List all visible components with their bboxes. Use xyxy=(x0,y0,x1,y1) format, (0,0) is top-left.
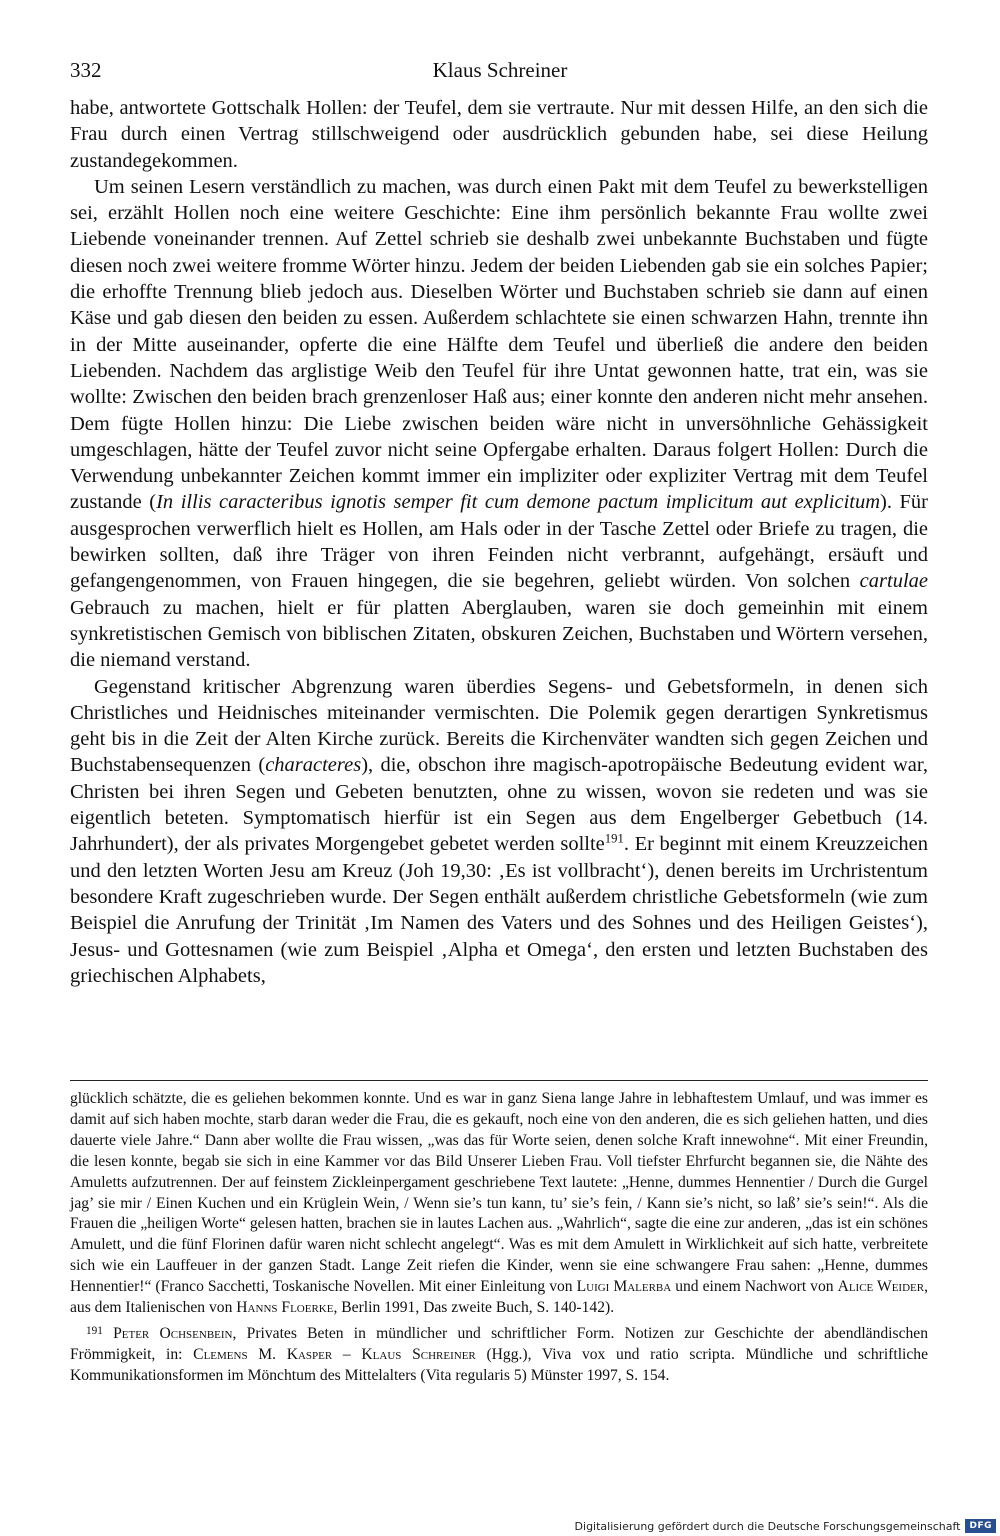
paragraph: Um seinen Lesern verständlich zu machen, was durch einen Pakt mit dem Teufel zu bewerkstelligen sei, erzählt Hollen noch eine weitere Geschichte: Eine ihm persönlich bekannte Frau wollte zwei Liebende voneinander trennen. Auf Zettel schrieb sie deshalb zwei unbekannte Buchstaben und fügte diesen noch zwei weitere fromme Wörter hinzu. Jedem der beiden Liebenden gab sie ein solches Papier; die erhoffte Trennung blieb jedoch aus. Dieselben Wörter und Buchstaben schrieb sie dann auf einen Käse und gab diesen den beiden zu essen. Außerdem schlachtete sie einen schwarzen Hahn, trennte ihn in der Mitte auseinander, opferte die eine Hälfte dem Teufel und überließ die andere den beiden Liebenden. Nachdem das arglistige Weib den Teufel für ihre Untat gewonnen hatte, trat ein, was sie wollte: Zwischen den beiden brach grenzenloser Haß aus; einer konnte den anderen nicht mehr ansehen. Dem fügte Hollen hinzu: Die Liebe zwischen beiden wäre nicht in unversöhnliche Gehässigkeit umgeschlagen, hätte der Teufel zuvor nicht seine Opfergabe erhalten. Daraus folgert Hollen: Durch die Verwendung unbekannter Zeichen kommt immer ein impliziter oder expliziter Vertrag mit dem Teufel zustande (In illis caracteribus ignotis semper fit cum demone pactum implicitum aut explicitum). Für ausgesprochen verwerflich hielt es Hollen, am Hals oder in der Tasche Zettel oder Briefe zu tragen, die bewirken sollten, daß ihre Träger von ihren Feinden nicht verbrannt, aufgehängt, ersäuft und gefangengenommen, von Frauen hingegen, die sie begehren, geliebt würden. Von solchen cartulae Gebrauch zu machen, hielt er für platten Aberglauben, waren sie doch gemeinhin mit einem synkretistischen Gemisch von biblischen Zitaten, obskuren Zeichen, Buchstaben und Wörtern versehen, die niemand verstand. xyxy=(70,175,929,672)
digitization-credit xyxy=(575,1519,996,1533)
footnotes xyxy=(70,1089,928,1387)
footnote-190-continued: glücklich schätzte, die es geliehen bekommen konnte. Und es war in ganz Siena lange Jahre in lebhaftestem Umlauf, und was immer es damit auf sich haben mochte, starb daran weder die Frau, die es gekauft, noch eine von den anderen, die es sich geliehen hatten, und dies dauerte viele Jahre.“ Dann aber wollte die Frau wissen, „was das für Worte seien, denen solche Kraft innewohne“. Mit einer Freundin, die lesen konnte, begab sie sich in eine Kammer vor das Bild Unserer Lieben Frau. Voll tiefster Ehrfurcht begannen sie, die Nähte des Amuletts aufzutrennen. Der auf feinstem Zickleinpergament geschriebene Text lautete: „Henne, dummes Hennentier / Durch die Gurgel jag’ sie mir / Einen Kuchen und ein Krüglein Wein, / Wenn sie’s tun kann, tu’ sie’s fein, / Kann sie’s nicht, so laß’ sie’s sein!“. Als die Frauen die „heiligen Worte“ gelesen hatten, brachen sie in lautes Lachen aus. „Wahrlich“, sagte die eine zur anderen, „das ist ein schönes Amulett, und die fünf Florinen dafür waren nicht schlecht angelegt“. Was es mit dem Amulett in Wirklichkeit auf sich hatte, verbreitete sich wie ein Lauffeuer in der ganzen Stadt. Lange Zeit riefen die Kinder, wenn sie eine schwangere Frau sahen: „Henne, dummes Hennentier!“ (Franco Sacchetti, Toskanische Novellen. Mit einer Einleitung von Luigi Malerba und einem Nachwort von Alice Weider, aus dem Italienischen von Hanns Floerke, Berlin 1991, Das zweite Buch, S. 140-142). xyxy=(70,1090,929,1317)
main-text xyxy=(70,95,928,989)
footnote-reference: 191 xyxy=(604,831,624,846)
running-head: Klaus Schreiner xyxy=(432,58,568,82)
latin-term: characteres xyxy=(265,754,362,777)
footnote-191: $^{191}$ Peter Ochsenbein, Privates Beten in mündlicher und schriftlicher Form. Notizen zur Geschichte der abendländischen Frömmigkeit, in: Clemens M. Kasper – Klaus Schreiner (Hgg.), Viva vox und ratio scripta. Mündliche und schriftliche Kommunikationsformen im Mönchtum des Mittelalters (Vita regularis 5) Münster 1997, S. 154. xyxy=(70,1324,929,1384)
page-number: 332 xyxy=(70,58,102,82)
dfg-logo-icon: DFG xyxy=(965,1519,996,1533)
footnote-number: 191 xyxy=(86,1325,103,1338)
credit-text: Digitalisierung gefördert durch die Deutsche Forschungsgemeinschaft xyxy=(574,1519,961,1533)
latin-term: cartulae xyxy=(859,570,928,593)
paragraph: habe, antwortete Gottschalk Hollen: der Teufel, dem sie vertraute. Nur mit dessen Hilfe, an den sich die Frau durch einen Vertrag stillschweigend oder ausdrücklich gebunden habe, sei diese Heilung zustandegekommen. xyxy=(70,97,928,172)
latin-quote: In illis caracteribus ignotis semper fit cum demone pactum implicitum aut explicitum xyxy=(156,491,881,514)
footnote-rule xyxy=(70,1080,928,1081)
paragraph: Gegenstand kritischer Abgrenzung waren überdies Segens- und Gebetsformeln, in denen sich Christliches und Heidnisches miteinander vermischten. Die Polemik gegen derartigen Synkretismus geht bis in die Zeit der Alten Kirche zurück. Bereits die Kirchenväter wandten sich gegen Zeichen und Buchstabensequenzen (characteres), die, obschon ihre magisch-apotropäische Bedeutung evident war, Christen bei ihren Segen und Gebeten benutzten, ohne zu wissen, wovon sie redeten und was sie eigentlich beteten. Symptomatisch hierfür ist ein Segen aus dem Engelberger Gebetbuch (14. Jahrhundert), der als privates Morgengebet gebetet werden sollte$^{191}$. Er beginnt mit einem Kreuzzeichen und den letzten Worten Jesu am Kreuz (Joh 19,30: ‚Es ist vollbracht‘), denen bereits im Urchristentum besondere Kraft zugeschrieben wurde. Der Segen enthält außerdem christliche Gebetsformeln (wie zum Beispiel die Anrufung der Trinität ‚Im Namen des Vaters und des Sohnes und des Heiligen Geistes‘), Jesus- und Gottesnamen (wie zum Beispiel ‚Alpha et Omega‘, den ersten und letzten Buchstaben des griechischen Alphabets, xyxy=(70,675,929,987)
